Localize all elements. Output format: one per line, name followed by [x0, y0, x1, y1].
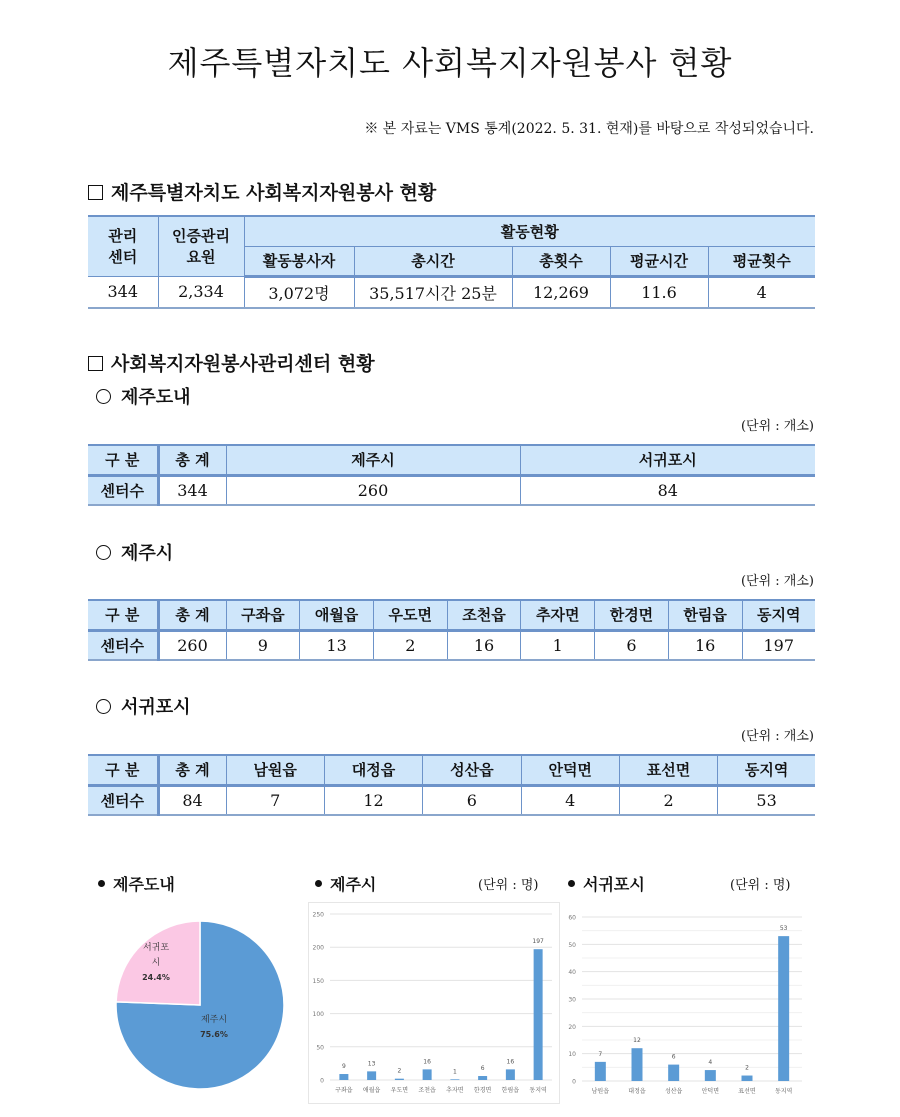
header-avg-count: 평균횟수 [708, 246, 815, 276]
seogwipo-chart-unit: (단위 : 명) [730, 878, 791, 893]
svg-text:250: 250 [312, 911, 324, 919]
source-note: ※ 본 자료는 VMS 통계(2022. 5. 31. 현재)를 바탕으로 작성되었습니다. [364, 121, 814, 137]
header-total-hours: 총시간 [354, 246, 512, 276]
svg-text:30: 30 [568, 996, 576, 1004]
svg-text:12: 12 [633, 1037, 641, 1045]
bar [668, 1065, 679, 1081]
svg-text:150: 150 [312, 977, 324, 985]
svg-text:197: 197 [532, 938, 544, 946]
section1-heading: 제주특별자치도 사회복지자원봉사 현황 [88, 178, 436, 205]
jeju-chart-title: 제주시 [315, 872, 376, 895]
bar [778, 936, 789, 1081]
svg-text:조천읍: 조천읍 [418, 1087, 436, 1094]
svg-text:동지역: 동지역 [774, 1088, 793, 1095]
svg-text:안덕면: 안덕면 [701, 1088, 720, 1095]
svg-text:제주시: 제주시 [200, 1015, 228, 1025]
header-total-count: 총횟수 [512, 246, 610, 276]
svg-text:50: 50 [568, 941, 576, 949]
svg-text:남원읍: 남원읍 [591, 1088, 610, 1095]
svg-text:1: 1 [452, 1068, 457, 1076]
bar [595, 1062, 606, 1081]
bar [534, 949, 543, 1080]
jeju-heading: 제주시 [96, 539, 173, 565]
svg-text:추자면: 추자면 [446, 1087, 464, 1094]
bar [632, 1048, 643, 1081]
header-staff: 인증관리 요원 [158, 216, 244, 276]
unit-label: (단위 : 개소) [740, 729, 814, 744]
svg-text:0: 0 [572, 1078, 576, 1086]
circle-bullet-icon [96, 699, 111, 714]
svg-text:서귀포: 서귀포 [142, 943, 170, 953]
bullet-icon [568, 880, 575, 887]
square-bullet-icon [88, 185, 103, 200]
header-activity: 활동현황 [244, 216, 815, 246]
jeju-table: 구 분 총 계 구좌읍 애월읍 우도면 조천읍 추자면 한경면 한림읍 동지역 센터수 260 9 13 2 16 1 6 16 197 [88, 599, 815, 661]
svg-text:애월읍: 애월읍 [362, 1087, 381, 1094]
bullet-icon [98, 880, 105, 887]
bar [450, 1079, 459, 1080]
seogwipo-bar-chart [562, 905, 812, 1105]
svg-text:동지역: 동지역 [529, 1087, 547, 1094]
svg-text:100: 100 [312, 1011, 324, 1019]
circle-bullet-icon [96, 389, 111, 404]
bar [367, 1071, 376, 1080]
svg-text:2: 2 [397, 1067, 402, 1075]
table-row: 센터수 260 9 13 2 16 1 6 16 197 [88, 630, 815, 660]
svg-text:50: 50 [316, 1044, 324, 1052]
section2-heading: 사회복지자원봉사관리센터 현황 [88, 349, 375, 376]
summary-table [88, 215, 815, 309]
seogwipo-table: 구 분 총 계 남원읍 대정읍 성산읍 안덕면 표선면 동지역 센터수 84 7 12 6 4 2 53 [88, 754, 815, 816]
svg-text:시: 시 [151, 958, 161, 968]
svg-text:40: 40 [568, 969, 576, 977]
svg-text:대정읍: 대정읍 [628, 1088, 646, 1095]
svg-text:9: 9 [341, 1063, 346, 1071]
jeju-bar-chart [308, 902, 560, 1104]
svg-text:한경면: 한경면 [473, 1087, 492, 1094]
table-row: 센터수 84 7 12 6 4 2 53 [88, 785, 815, 815]
page-title: 제주특별자치도 사회복지자원봉사 현황 [167, 44, 733, 82]
svg-text:10: 10 [568, 1051, 576, 1059]
svg-text:24.4%: 24.4% [142, 973, 170, 982]
svg-text:성산읍: 성산읍 [664, 1088, 683, 1095]
bar [478, 1076, 487, 1080]
svg-text:200: 200 [312, 944, 324, 952]
seogwipo-heading: 서귀포시 [96, 693, 191, 719]
svg-text:60: 60 [568, 914, 576, 922]
table-row: 344 2,334 3,072명 35,517시간 25분 12,269 11.6 4 [88, 276, 815, 308]
jeju-chart-unit: (단위 : 명) [478, 878, 539, 893]
svg-text:53: 53 [779, 925, 788, 933]
bar [705, 1070, 716, 1081]
header-volunteers: 활동봉사자 [244, 246, 354, 276]
svg-text:16: 16 [423, 1058, 431, 1066]
bullet-icon [315, 880, 322, 887]
bar [395, 1079, 404, 1080]
svg-text:6: 6 [480, 1065, 485, 1073]
table-row: 센터수 344 260 84 [88, 475, 815, 505]
square-bullet-icon [88, 356, 103, 371]
bar [742, 1076, 753, 1081]
svg-text:13: 13 [367, 1060, 376, 1068]
svg-text:75.6%: 75.6% [200, 1030, 228, 1039]
svg-text:7: 7 [598, 1050, 603, 1058]
province-heading: 제주도내 [96, 383, 191, 409]
svg-text:구좌읍: 구좌읍 [335, 1087, 353, 1094]
unit-label: (단위 : 개소) [740, 419, 814, 434]
unit-label: (단위 : 개소) [740, 574, 814, 589]
svg-text:2: 2 [745, 1064, 749, 1072]
svg-text:6: 6 [671, 1053, 676, 1061]
pie-chart-title: 제주도내 [98, 872, 175, 895]
province-pie-chart [110, 915, 290, 1095]
province-table: 구 분 총 계 제주시 서귀포시 센터수 344 260 84 [88, 444, 815, 506]
header-avg-hours: 평균시간 [610, 246, 708, 276]
svg-text:20: 20 [568, 1023, 576, 1031]
seogwipo-chart-title: 서귀포시 [568, 872, 645, 895]
svg-text:0: 0 [320, 1077, 324, 1085]
bar [423, 1069, 432, 1080]
svg-text:표선면: 표선면 [738, 1088, 756, 1095]
bar [339, 1074, 348, 1080]
circle-bullet-icon [96, 545, 111, 560]
bar [506, 1069, 515, 1080]
svg-text:한림읍: 한림읍 [501, 1087, 520, 1094]
svg-text:우도면: 우도면 [390, 1087, 409, 1094]
svg-text:16: 16 [506, 1058, 515, 1066]
header-center: 관리 센터 [88, 216, 158, 276]
svg-text:4: 4 [708, 1059, 713, 1067]
